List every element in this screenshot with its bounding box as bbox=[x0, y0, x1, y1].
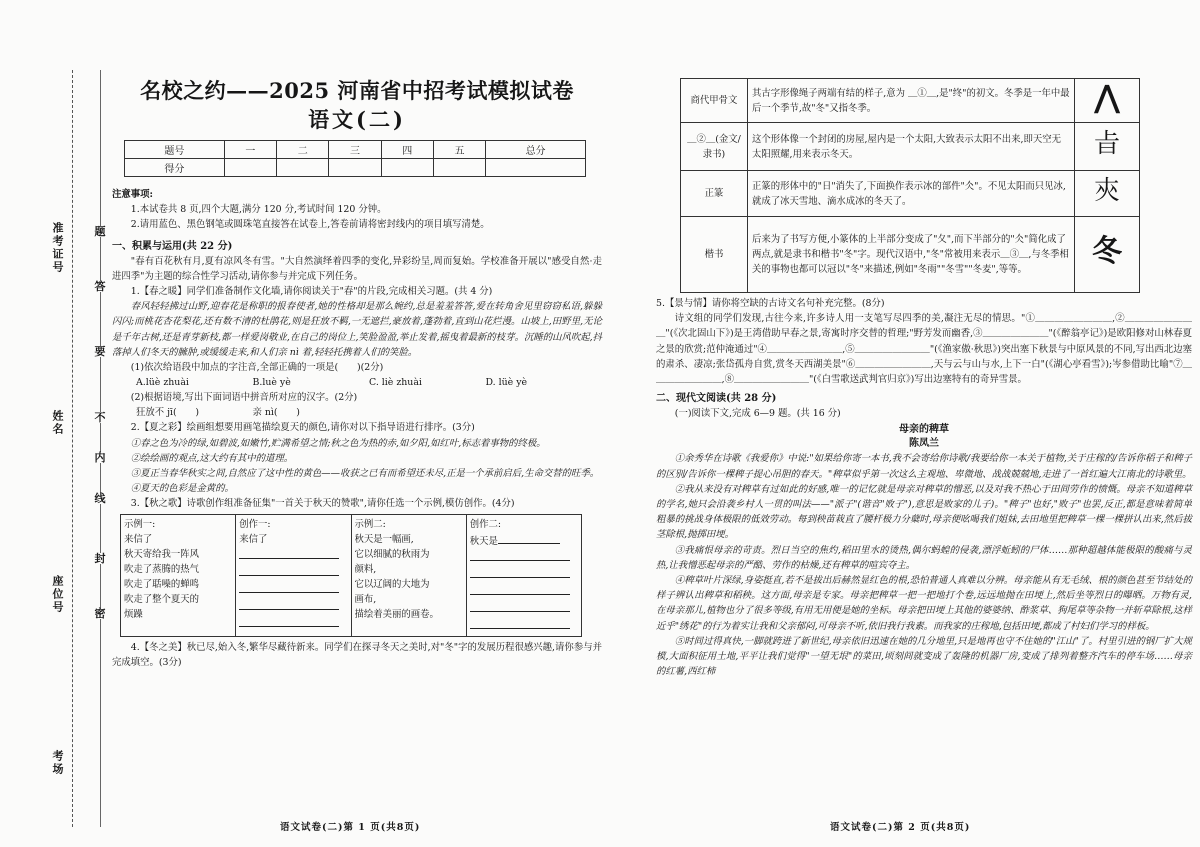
answer-line[interactable] bbox=[239, 581, 339, 593]
question-1-1-options bbox=[112, 375, 602, 390]
binding-margin bbox=[0, 0, 108, 847]
question-2-item: ③夏正当春华秋实之间,自然应了这中性的黄色——收获之已有而希望还未尽,正是一个承前启后,生命交替的旺季。 bbox=[130, 468, 600, 480]
spring-passage: 春风轻轻拂过山野,迎春花是称职的报春使者,她的性格却是那么婉约,总是羞羞答答,爱在转角舍见里窃窃私语,躲躲闪闪;而桃花杏花梨花,还有数不清的杜鹃花,则是狂放不羁,一无遮拦,豪放着,蓬勃着,直到山花烂漫。山坡上,田野里,无论是千年古树,还是青芽新枝,都一样爱岗敬业,在自己的岗位上,笑脸盈盈,举止发着,摇曳着最新的枝芽。沉睡的山风吹起,抖落掉人们冬天的臃肿,或缓缓走来,和人们亲 nì 着,轻轻托携着人们的笑脸。 bbox=[112, 301, 602, 358]
pinyin-blank-2[interactable]: 亲 nì( ) bbox=[252, 407, 300, 419]
poem-line: 秋天寄给我一阵风 bbox=[124, 548, 200, 560]
option-c[interactable]: C. liè zhuài bbox=[369, 377, 422, 389]
article-paragraph: ④稗草叶片深绿,身姿挺直,若不是拔出后赫然显红色的根,恐怕普通人真难以分辨。母亲能从有无毛绒、根的颜色甚至节结处的样子辨认出稗草和稻秧。这方面,母亲是专家。母亲把稗草一把一把地打个卷,远远地抛在田埂上,然后坐等烈日的曝晒。万物有灵,在母亲那儿,植物也分了很多等级,有用无用便是她的坐标。母亲把田埂上其他的婆婆纳、酢浆草、狗尾草等杂物一并斩草除根,这样近乎"绣花"的行为着实让我和父亲郁闷,可母亲不听,依旧我行我素。而我家的庄稼地,包括田埂,都成了村妇们学习的样板。 bbox=[656, 575, 1192, 632]
article-author: 陈凤兰 bbox=[909, 438, 939, 450]
evo-text: 正篆的形体中的"日"消失了,下面换作表示冰的部件"仌"。不见太阳而只见冰,就成了冰天雪地、滴水成冰的冬天了。 bbox=[748, 171, 1075, 217]
question-2: 2.【夏之彩】绘画组想要用画笔描绘夏天的颜色,请你对以下指导语进行排序。(3分) bbox=[130, 422, 475, 434]
answer-line[interactable] bbox=[239, 615, 339, 627]
poem-line: 吹走了蒸腾的热气 bbox=[124, 563, 200, 575]
question-2-item: ④夏天的色彩是金黄的。 bbox=[130, 483, 234, 495]
question-4: 4.【冬之美】秋已尽,始入冬,繁华尽藏待新来。同学们在探寻冬天之美时,对"冬"字的发展历程很感兴趣,请你参与并完成填空。(3分) bbox=[112, 641, 602, 668]
pinyin-blank-1[interactable]: 狂放不 jī( ) bbox=[136, 407, 200, 419]
poem-head: 示例一: bbox=[124, 518, 156, 530]
poem-example-2 bbox=[351, 514, 466, 636]
answer-line[interactable] bbox=[470, 583, 570, 595]
poem-line: 烦躁 bbox=[124, 608, 143, 620]
poem-head: 创作一: bbox=[239, 518, 271, 530]
answer-line[interactable] bbox=[239, 547, 339, 559]
question-1-2: (2)根据语境,写出下面词语中拼音所对应的汉字。(2分) bbox=[130, 392, 358, 404]
seal-char: 要 bbox=[94, 345, 106, 358]
exam-subtitle: 语文(二) bbox=[308, 107, 406, 132]
article-paragraph: ①余秀华在诗歌《我爱你》中说:"如果给你寄一本书,我不会寄给你诗歌/我要给你一本关于植物,关于庄稼的/告诉你稻子和稗子的区别/告诉你一棵稗子提心吊胆的春天。"稗草似乎第一次这么主观地、卑微地、战战兢兢地,走进了一首红遍大江南北的诗歌里。 bbox=[656, 453, 1192, 480]
poem-head: 示例二: bbox=[354, 518, 386, 530]
section-1-title: 一、积累与运用(共 22 分) bbox=[112, 240, 233, 252]
binding-dashed-line bbox=[72, 70, 73, 827]
question-2-item: ②绘绘画的观点,这大约有其中的道理。 bbox=[130, 452, 294, 464]
score-table-header: 三 bbox=[329, 141, 381, 159]
exam-title: 名校之约——2025 河南省中招考试模拟试卷 bbox=[140, 78, 574, 103]
score-cell[interactable] bbox=[277, 159, 329, 177]
score-table-header: 题号 bbox=[125, 141, 225, 159]
question-2-item: ①春之色为冷的绿,如碧波,如嫩竹,贮满希望之情;秋之色为热的赤,如夕阳,如红叶,标志着事物的终极。 bbox=[130, 437, 546, 449]
question-1-1: (1)依次给语段中加点的字注音,全部正确的一项是( )(2分) bbox=[130, 362, 384, 374]
answer-line[interactable] bbox=[470, 617, 570, 629]
score-cell[interactable] bbox=[433, 159, 485, 177]
poem-line: 它以辽阔的大地为 bbox=[354, 578, 430, 590]
poem-line: 秋天是 bbox=[469, 535, 498, 547]
evo-text: 这个形体像一个封闭的房屋,屋内是一个太阳,大致表示太阳不出来,即天空无太阳照耀,用来表示冬天。 bbox=[748, 123, 1075, 171]
score-table bbox=[124, 140, 586, 177]
oracle-bone-glyph-icon: ⋀ bbox=[1094, 79, 1120, 115]
score-cell[interactable] bbox=[329, 159, 381, 177]
seal-char: 线 bbox=[94, 492, 106, 505]
right-page bbox=[656, 78, 1192, 679]
evo-label: 正篆 bbox=[681, 171, 748, 217]
page-1-footer: 语文试卷(二)第 1 页(共8页) bbox=[280, 822, 421, 833]
page-2-footer: 语文试卷(二)第 2 页(共8页) bbox=[830, 822, 971, 833]
score-cell[interactable] bbox=[486, 159, 586, 177]
poem-line: 来信了 bbox=[124, 533, 153, 545]
score-cell[interactable] bbox=[381, 159, 433, 177]
poem-line: 描绘着美丽的画卷。 bbox=[354, 608, 439, 620]
notice-title: 注意事项: bbox=[112, 189, 153, 200]
evo-label: 商代甲骨文 bbox=[681, 79, 748, 123]
answer-line[interactable] bbox=[470, 549, 570, 561]
left-page bbox=[112, 76, 602, 670]
question-1: 1.【春之暖】同学们准备制作文化墙,请你阅读关于"春"的片段,完成相关习题。(共 4 分) bbox=[130, 286, 493, 298]
score-table-header: 二 bbox=[277, 141, 329, 159]
poem-line: 它以细腻的秋雨为 bbox=[354, 548, 430, 560]
score-table-header: 五 bbox=[433, 141, 485, 159]
seat-number-label: 座位号 bbox=[51, 575, 64, 614]
score-table-header: 总分 bbox=[486, 141, 586, 159]
answer-line[interactable] bbox=[470, 566, 570, 578]
option-a[interactable]: A.lüè zhuài bbox=[136, 377, 189, 389]
seal-char: 内 bbox=[94, 451, 106, 464]
name-label: 姓名 bbox=[51, 410, 64, 436]
evo-text: 其古字形像绳子两端有结的样子,意为 ＿①＿,是"终"的初文。冬季是一年中最后一个季节,故"冬"又指冬季。 bbox=[748, 79, 1075, 123]
intro-paragraph: "春有百花秋有月,夏有凉风冬有雪。"大自然演绎着四季的变化,异彩纷呈,周而复始。学校准备开展以"感受自然·走进四季"为主题的综合性学习活动,请你参与并完成下列任务。 bbox=[112, 255, 602, 282]
reading-part-1-intro: (一)阅读下文,完成 6—9 题。(共 16 分) bbox=[674, 408, 841, 420]
evo-label: ＿②＿(金文/隶书) bbox=[681, 123, 748, 171]
answer-line[interactable] bbox=[470, 600, 570, 612]
evo-text: 后来为了书写方便,小篆体的上半部分变成了"夂",而下半部分的"仌"简化成了两点,就是隶书和楷书"冬"字。现代汉语中,"冬"常被用来表示＿③＿,与冬季相关的事物也都可以冠以"冬"来描述,例如"冬雨""冬雪""冬麦",等等。 bbox=[748, 217, 1075, 293]
poem-line: 颜料, bbox=[354, 563, 377, 575]
binding-seal-line bbox=[100, 70, 101, 827]
article-paragraph: ⑤时间过得真快,一脚就跨进了新世纪,母亲依旧迅速在她的几分地里,只是地再也守不住她的"江山"了。村里引进的钢厂扩大规模,大面积征用土地,平平让我们觉得"一望无垠"的菜田,顷刻间就变成了轰隆的机器厂房,变成了排列着整齐汽车的停车场……母亲的红薯,西红柿 bbox=[656, 635, 1192, 678]
evo-label: 楷书 bbox=[681, 217, 748, 293]
exam-number-label: 准考证号 bbox=[51, 222, 64, 274]
notice-item: 1.本试卷共 8 页,四个大题,满分 120 分,考试时间 120 分钟。 bbox=[130, 204, 387, 216]
section-2-title: 二、现代文阅读(共 28 分) bbox=[656, 393, 777, 405]
question-5: 5.【景与情】请你将空缺的古诗文名句补充完整。(8分) bbox=[656, 298, 885, 309]
exam-room-label: 考场 bbox=[51, 750, 64, 776]
score-table-header: 四 bbox=[381, 141, 433, 159]
poem-example-1 bbox=[121, 514, 236, 636]
article-title: 母亲的稗草 bbox=[899, 424, 949, 436]
score-row-label: 得分 bbox=[125, 159, 225, 177]
poem-line: 秋天是一幅画, bbox=[354, 533, 414, 545]
option-b[interactable]: B.luè yè bbox=[252, 377, 291, 389]
poem-line: 吹走了整个夏天的 bbox=[124, 593, 200, 605]
poem-table bbox=[120, 514, 582, 637]
article-paragraph: ③我痛恨母亲的苛责。烈日当空的焦灼,稻田里水的烫热,偶尔蚂蝗的侵袭,漂浮蚯蚓的尸体……那种超越体能极限的酸痛与灵热,让我憎恶起母亲的严酷、劳作的枯燥,还有稗草的喧宾夺主。 bbox=[656, 544, 1192, 571]
question-3: 3.【秋之歌】诗歌创作组准备征集"一首关于秋天的赞歌",请你任选一个示例,模仿创作。(4分) bbox=[130, 498, 515, 510]
option-d[interactable]: D. lüè yè bbox=[485, 377, 528, 389]
regular-script-glyph-icon: 冬 bbox=[1092, 233, 1122, 269]
poem-head: 创作二: bbox=[469, 518, 502, 530]
poem-creation-1[interactable] bbox=[236, 514, 351, 636]
seal-script-glyph-icon: 㚒 bbox=[1093, 175, 1120, 206]
poem-line: 画布, bbox=[354, 593, 377, 605]
seal-char: 密 bbox=[94, 607, 106, 620]
poem-line: 来信了 bbox=[239, 533, 268, 545]
seal-char: 封 bbox=[94, 552, 106, 565]
question-5-text[interactable]: 诗文组的同学们发现,古往今来,许多诗人用一支笔写尽四季的美,凝注无尽的情思。"①＿＿＿＿＿＿＿＿,②＿＿＿＿＿＿＿＿"(《次北固山下》)是王湾借助早春之景,寄寓时序交替的哲理;"野芳发而幽香,③＿＿＿＿＿＿＿"(《醉翁亭记》)是欧阳修对山林春夏之景的欣赏;范仲淹通过"④＿＿＿＿＿＿＿＿,⑤＿＿＿＿＿＿＿＿"(《渔家傲·秋思》)突出塞下秋景与中原风景的不同,写出西北边塞的肃杀、凄凉;张岱孤舟自赏,赏冬天西湖美景"⑥＿＿＿＿＿＿＿＿,天与云与山与水,上下一白"(《湖心亭看雪》);岑参借助比喻"⑦＿＿＿＿＿＿＿＿,⑧＿＿＿＿＿＿＿＿"(《白雪歌送武判官归京》)写出边塞特有的奇异雪景。 bbox=[656, 313, 1192, 386]
dong-evolution-table bbox=[680, 78, 1140, 293]
answer-line[interactable] bbox=[239, 598, 339, 610]
answer-line[interactable] bbox=[498, 532, 560, 544]
score-table-header: 一 bbox=[224, 141, 276, 159]
bronze-glyph-icon: 㫖 bbox=[1093, 128, 1120, 159]
seal-char: 答 bbox=[94, 280, 106, 293]
notice-item: 2.请用蓝色、黑色钢笔或圆珠笔直接答在试卷上,答卷前请将密封线内的项目填写清楚。 bbox=[130, 219, 490, 231]
seal-char: 不 bbox=[94, 411, 106, 424]
poem-line: 吹走了聒噪的蝉鸣 bbox=[124, 578, 200, 590]
poem-creation-2[interactable] bbox=[466, 514, 581, 636]
answer-line[interactable] bbox=[239, 564, 339, 576]
question-1-2-items bbox=[112, 405, 602, 420]
seal-char: 题 bbox=[94, 225, 106, 238]
article-paragraph: ②我从来没有对稗草有过如此的好感,唯一的记忆就是母亲对稗草的憎恶,以及对我不热心于田间劳作的愤慨。母亲不知道稗草的学名,她只会沿袭乡村人一贯的叫法——"派子"(谐音"败子"),意思是败家的儿子)。"稗子"也好,"败子"也罢,反正,都是意味着简单粗暴的挑战身体极限的低效劳动。每到秧苗栽直了腰杆极力分蘖时,母亲便吆喝我们姐妹,去田地里把稗草一棵一棵拼认出来,然后拔茎除根,抛掷田埂。 bbox=[656, 483, 1192, 541]
score-cell[interactable] bbox=[224, 159, 276, 177]
